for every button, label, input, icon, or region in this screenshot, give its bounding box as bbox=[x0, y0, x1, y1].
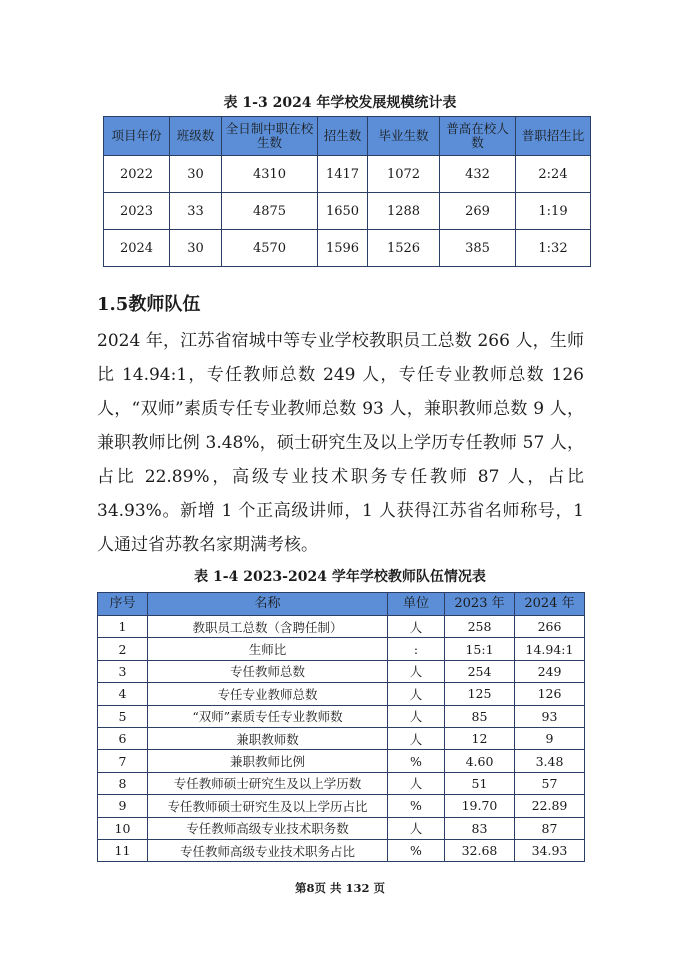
table-cell: 15:1 bbox=[445, 638, 515, 660]
table-cell: 258 bbox=[445, 616, 515, 638]
table-cell: 1 bbox=[98, 616, 148, 638]
header-cell: 2023 年 bbox=[445, 593, 515, 616]
header-cell: 序号 bbox=[98, 593, 148, 616]
table-cell: 254 bbox=[445, 660, 515, 682]
table-cell: % bbox=[388, 839, 445, 861]
table-row bbox=[98, 616, 585, 638]
table-cell: 人 bbox=[388, 660, 445, 682]
table-cell: 269 bbox=[440, 193, 516, 230]
table-cell: 1072 bbox=[368, 156, 440, 193]
table-cell: 人 bbox=[388, 683, 445, 705]
table-cell: % bbox=[388, 750, 445, 772]
table-cell: 专任专业教师总数 bbox=[148, 683, 388, 705]
table-cell: 10 bbox=[98, 817, 148, 839]
section-title: 1.5教师队伍 bbox=[97, 294, 201, 315]
table-row bbox=[104, 193, 591, 230]
table-cell: 4310 bbox=[222, 156, 318, 193]
header-cell: 毕业生数 bbox=[368, 117, 440, 156]
table-row bbox=[98, 705, 585, 727]
table-cell: 385 bbox=[440, 230, 516, 267]
table-cell: 1526 bbox=[368, 230, 440, 267]
table-cell: 51 bbox=[445, 772, 515, 794]
table-cell: 30 bbox=[170, 156, 222, 193]
table-cell: 249 bbox=[515, 660, 585, 682]
table-cell: 1596 bbox=[318, 230, 368, 267]
teacher-team-table bbox=[97, 592, 585, 862]
table-row bbox=[104, 156, 591, 193]
table-cell: 人 bbox=[388, 616, 445, 638]
school-scale-table bbox=[103, 116, 591, 267]
table-row bbox=[98, 795, 585, 817]
table-cell: 1:32 bbox=[516, 230, 591, 267]
table-cell: 兼职教师数 bbox=[148, 727, 388, 749]
table-row bbox=[98, 839, 585, 861]
table-header-row bbox=[98, 593, 585, 616]
header-cell: 普职招生比 bbox=[516, 117, 591, 156]
table-cell: 12 bbox=[445, 727, 515, 749]
table-row bbox=[98, 727, 585, 749]
header-cell: 招生数 bbox=[318, 117, 368, 156]
table-cell: 生师比 bbox=[148, 638, 388, 660]
table-cell: 87 bbox=[515, 817, 585, 839]
table-cell: % bbox=[388, 795, 445, 817]
table-cell: 14.94:1 bbox=[515, 638, 585, 660]
header-cell: 班级数 bbox=[170, 117, 222, 156]
table-row bbox=[98, 772, 585, 794]
table-cell: 4875 bbox=[222, 193, 318, 230]
table-cell: 2024 bbox=[104, 230, 170, 267]
table-cell: 4570 bbox=[222, 230, 318, 267]
table-cell: 3 bbox=[98, 660, 148, 682]
table-cell: 专任教师高级专业技术职务数 bbox=[148, 817, 388, 839]
table-row bbox=[98, 683, 585, 705]
header-cell: 名称 bbox=[148, 593, 388, 616]
table-cell: 19.70 bbox=[445, 795, 515, 817]
page-footer: 第8页 共 132 页 bbox=[294, 881, 386, 895]
table-row bbox=[98, 817, 585, 839]
table-cell: “双师”素质专任专业教师数 bbox=[148, 705, 388, 727]
table-cell: 5 bbox=[98, 705, 148, 727]
table-cell: 34.93 bbox=[515, 839, 585, 861]
table-cell: 教职员工总数（含聘任制） bbox=[148, 616, 388, 638]
table-cell: 专任教师总数 bbox=[148, 660, 388, 682]
table-header-row bbox=[104, 117, 591, 156]
header-cell: 单位 bbox=[388, 593, 445, 616]
table-cell: 266 bbox=[515, 616, 585, 638]
header-cell: 项目年份 bbox=[104, 117, 170, 156]
table-cell: 2 bbox=[98, 638, 148, 660]
table-cell: 兼职教师比例 bbox=[148, 750, 388, 772]
table-row bbox=[98, 638, 585, 660]
header-cell: 普高在校人数 bbox=[440, 117, 516, 156]
table-cell: 32.68 bbox=[445, 839, 515, 861]
table-row bbox=[98, 750, 585, 772]
table-cell: 11 bbox=[98, 839, 148, 861]
header-cell: 全日制中职在校生数 bbox=[222, 117, 318, 156]
table-cell: 57 bbox=[515, 772, 585, 794]
table-cell: 33 bbox=[170, 193, 222, 230]
table-cell: 30 bbox=[170, 230, 222, 267]
table-cell: 4 bbox=[98, 683, 148, 705]
table-cell: 6 bbox=[98, 727, 148, 749]
table-cell: 85 bbox=[445, 705, 515, 727]
table-cell: 22.89 bbox=[515, 795, 585, 817]
table-cell: 4.60 bbox=[445, 750, 515, 772]
table-cell: 93 bbox=[515, 705, 585, 727]
table-cell: 专任教师硕士研究生及以上学历占比 bbox=[148, 795, 388, 817]
table-cell: 8 bbox=[98, 772, 148, 794]
table-cell: 人 bbox=[388, 705, 445, 727]
table-cell: 人 bbox=[388, 727, 445, 749]
table-cell: 1417 bbox=[318, 156, 368, 193]
table-cell: 125 bbox=[445, 683, 515, 705]
table-cell: 432 bbox=[440, 156, 516, 193]
table-cell: 1288 bbox=[368, 193, 440, 230]
table-cell: 9 bbox=[98, 795, 148, 817]
table-cell: : bbox=[388, 638, 445, 660]
table-cell: 2023 bbox=[104, 193, 170, 230]
table-cell: 1650 bbox=[318, 193, 368, 230]
table-cell: 专任教师硕士研究生及以上学历数 bbox=[148, 772, 388, 794]
header-cell: 2024 年 bbox=[515, 593, 585, 616]
table-cell: 人 bbox=[388, 772, 445, 794]
table2-caption: 表 1-4 2023-2024 学年学校教师队伍情况表 bbox=[194, 569, 486, 585]
table-cell: 9 bbox=[515, 727, 585, 749]
table-cell: 2:24 bbox=[516, 156, 591, 193]
section-paragraph: 2024 年，江苏省宿城中等专业学校教职员工总数 266 人，生师比 14.94:1，专任教师总数 249 人，专任专业教师总数 126 人，“双师”素质专任专业教师总数 93 人，兼职教师总数 9 人，兼职教师比例 3.48%，硕士研究生及以上学历专任教师 57 人，占比 22.89%，高级专业技术职务专任教师 87 人，占比 34.93%。新增 1 个正高级讲师，1 人获得江苏省名师称号，1 人通过省苏教名家期满考核。 bbox=[97, 331, 584, 555]
table-cell: 3.48 bbox=[515, 750, 585, 772]
table-cell: 126 bbox=[515, 683, 585, 705]
table-row bbox=[98, 660, 585, 682]
table-cell: 7 bbox=[98, 750, 148, 772]
table1-caption: 表 1-3 2024 年学校发展规模统计表 bbox=[223, 95, 457, 111]
table-cell: 1:19 bbox=[516, 193, 591, 230]
table-cell: 83 bbox=[445, 817, 515, 839]
table-cell: 专任教师高级专业技术职务占比 bbox=[148, 839, 388, 861]
table-cell: 2022 bbox=[104, 156, 170, 193]
table-row bbox=[104, 230, 591, 267]
table-cell: 人 bbox=[388, 817, 445, 839]
